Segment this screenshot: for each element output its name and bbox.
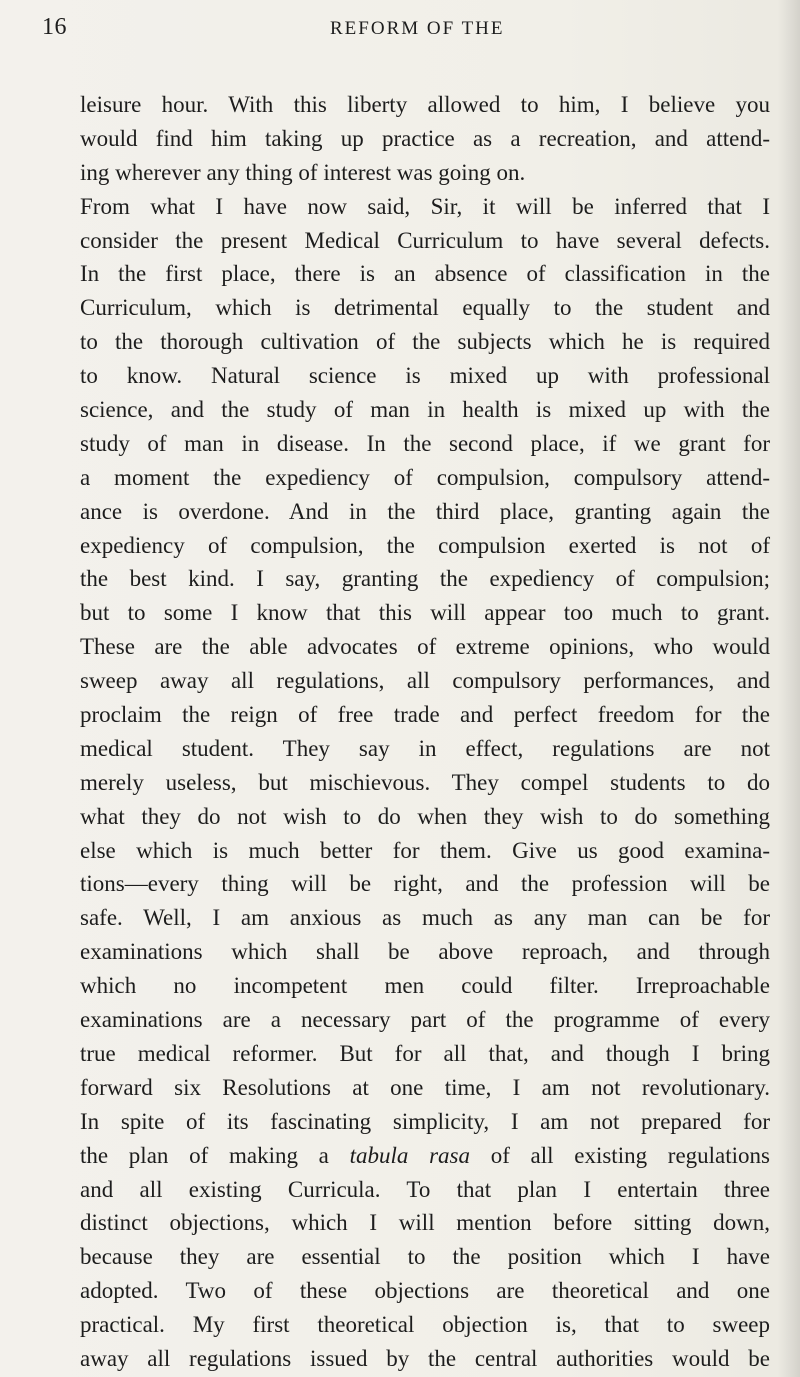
page-edge-shadow (778, 0, 800, 1377)
text-line: From what I have now said, Sir, it will be inferred that I (80, 193, 770, 219)
text-line: expediency of compulsion, the compulsion exerted is not of (80, 532, 770, 558)
text-line: In spite of its fascinating simplicity, I am not prepared for (80, 1108, 770, 1134)
text-line: medical student. They say in effect, regulations are not (80, 735, 770, 761)
text-line: merely useless, but mischievous. They compel students to do (80, 769, 770, 795)
text-line: away all regulations issued by the central authorities would be (80, 1345, 770, 1371)
text-line-end: of all existing regulations (469, 1142, 770, 1168)
text-line: examinations which shall be above reproach, and through (80, 939, 770, 965)
running-head: REFORM OF THE (330, 18, 505, 39)
text-line-with-italic (80, 1139, 770, 1173)
text-line: else which is much better for them. Give us good examina- (80, 837, 770, 863)
text-line: practical. My first theoretical objection is, that to sweep (80, 1312, 770, 1338)
text-line: ing wherever any thing of interest was going on. (80, 159, 526, 185)
text-line: ance is overdone. And in the third place, granting again the (80, 498, 770, 524)
page-number: 16 (42, 14, 67, 40)
text-line: sweep away all regulations, all compulsory performances, and (80, 668, 770, 694)
text-line: a moment the expediency of compulsion, compulsory attend- (80, 464, 770, 490)
text-line: and all existing Curricula. To that plan I entertain three (80, 1176, 770, 1202)
text-line: what they do not wish to do when they wish to do something (80, 803, 770, 829)
text-line: examinations are a necessary part of the programme of every (80, 1007, 770, 1033)
text-line: consider the present Medical Curriculum to have several defects. (80, 227, 770, 253)
text-line: leisure hour. With this liberty allowed to him, I believe you (80, 92, 770, 117)
text-line: which no incompetent men could filter. Irreproachable (80, 973, 770, 999)
text-line: Curriculum, which is detrimental equally to the student and (80, 295, 770, 321)
text-line: the best kind. I say, granting the expediency of compulsion; (80, 566, 770, 592)
text-line: to know. Natural science is mixed up with professional (80, 363, 770, 389)
text-line: safe. Well, I am anxious as much as any man can be for (80, 905, 770, 931)
text-line: In the first place, there is an absence of classification in the (80, 261, 770, 287)
text-line: distinct objections, which I will mention before sitting down, (80, 1210, 770, 1236)
text-line: science, and the study of man in health is mixed up with the (80, 397, 770, 423)
text-line: true medical reformer. But for all that, and though I bring (80, 1040, 770, 1066)
text-line-start: the plan of making a (80, 1142, 350, 1168)
text-line: These are the able advocates of extreme opinions, who would (80, 634, 770, 660)
page-header (0, 14, 800, 54)
italic-phrase: tabula rasa (349, 1142, 470, 1168)
text-line: forward six Resolutions at one time, I am not revolutionary. (80, 1074, 770, 1100)
text-line: would find him taking up practice as a recreation, and attend- (80, 125, 770, 151)
text-line: adopted. Two of these objections are theoretical and one (80, 1278, 770, 1304)
text-line: tions—every thing will be right, and the profession will be (80, 871, 770, 897)
text-line: to the thorough cultivation of the subjects which he is required (80, 329, 770, 355)
text-line: because they are essential to the position which I have (80, 1244, 770, 1270)
text-line: study of man in disease. In the second place, if we grant for (80, 430, 770, 456)
text-line: but to some I know that this will appear too much to grant. (80, 600, 770, 626)
text-line: proclaim the reign of free trade and perfect freedom for the (80, 702, 770, 728)
body-text (80, 88, 770, 1376)
